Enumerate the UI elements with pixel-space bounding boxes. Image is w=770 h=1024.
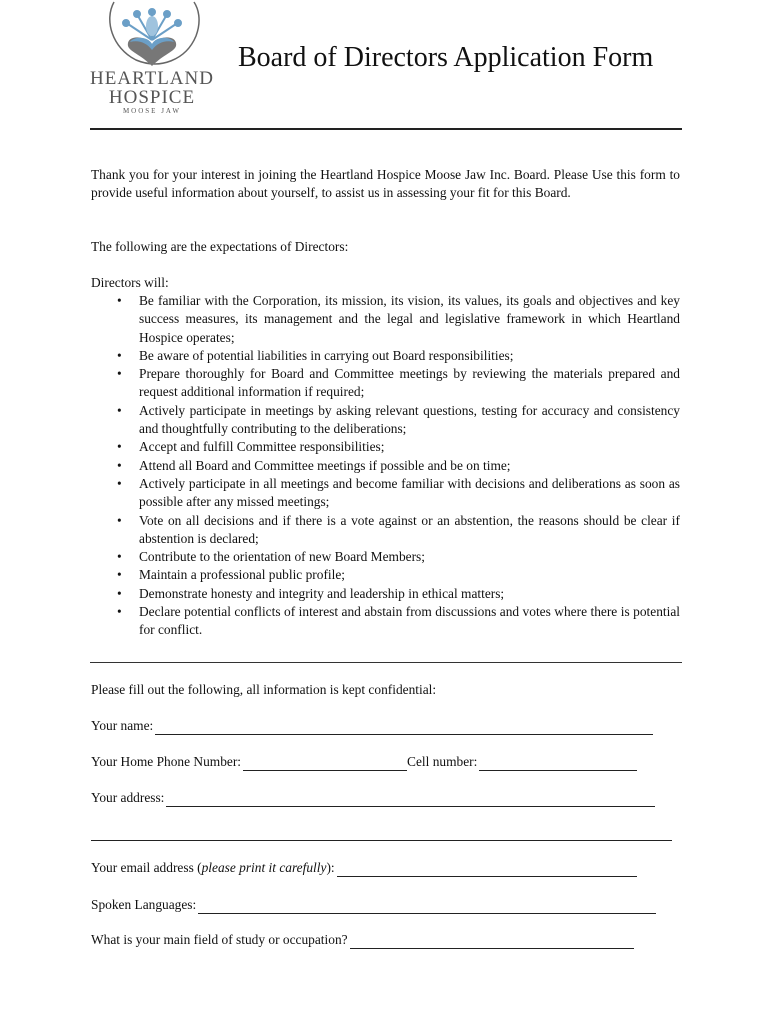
bullet-icon: • xyxy=(117,366,122,382)
list-item: • Demonstrate honesty and integrity and leadership in ethical matters; xyxy=(91,585,680,603)
expectations-heading: The following are the expectations of Directors: xyxy=(91,239,349,254)
bullet-icon: • xyxy=(117,439,122,455)
intro-paragraph: Thank you for your interest in joining the Heartland Hospice Moose Jaw Inc. Board. Please Use this form to provide useful information about yourself, to assist us in assessing your fit for this Board. xyxy=(91,167,680,201)
languages-field xyxy=(91,896,656,914)
list-item: • Vote on all decisions and if there is a vote against or an abstention, the reasons should be clear if abstention is declared; xyxy=(117,512,680,546)
list-item: • Attend all Board and Committee meetings if possible and be on time; xyxy=(91,457,680,475)
list-item: • Declare potential conflicts of interest and abstain from discussions and votes where there is potential for conflict. xyxy=(117,604,680,638)
expectations-list xyxy=(91,292,680,640)
list-item: • Actively participate in all meetings and become familiar with decisions and deliberations as soon as possible after any missed meetings; xyxy=(117,475,680,510)
occupation-label: What is your main field of study or occupation? xyxy=(91,932,348,947)
occupation-input-line[interactable] xyxy=(350,934,634,949)
home-phone-label: Your Home Phone Number: xyxy=(91,754,242,769)
page-title: Board of Directors Application Form xyxy=(238,42,654,73)
bullet-icon: • xyxy=(117,402,122,418)
list-item: • Accept and fulfill Committee responsibilities; xyxy=(91,438,680,456)
email-label: Your email address ( xyxy=(91,860,202,875)
email-label-close: ): xyxy=(326,860,335,875)
logo-text-heartland: HEARTLAND xyxy=(90,68,214,89)
logo-text-hospice: HOSPICE xyxy=(108,87,196,108)
directors-will-label: Directors will: xyxy=(91,275,169,290)
cell-label: Cell number: xyxy=(407,754,478,769)
occupation-field xyxy=(91,931,634,949)
section-divider xyxy=(90,662,682,663)
address-input-line[interactable] xyxy=(166,792,655,807)
header-divider xyxy=(90,128,682,130)
email-note: please print it carefully xyxy=(201,860,327,875)
list-item: • Contribute to the orientation of new Board Members; xyxy=(91,548,680,566)
bullet-icon: • xyxy=(117,512,122,528)
address-input-line-2[interactable] xyxy=(91,840,672,841)
bullet-icon: • xyxy=(117,293,122,308)
list-item: • Prepare thoroughly for Board and Committee meetings by reviewing the materials prepared and request additional information if required; xyxy=(117,366,680,400)
bullet-icon: • xyxy=(117,585,122,601)
languages-input-line[interactable] xyxy=(198,899,656,914)
address-label: Your address: xyxy=(91,790,165,805)
list-item: • Be familiar with the Corporation, its mission, its vision, its values, its goals and objectives and key success measures, its management and the legal and legislative framework in which Heartland Hospice operates; xyxy=(117,293,680,345)
email-field xyxy=(91,859,637,877)
bullet-icon: • xyxy=(117,457,122,473)
bullet-icon: • xyxy=(117,347,122,363)
languages-label: Spoken Languages: xyxy=(91,897,197,912)
logo-text-moose-jaw: MOOSE JAW xyxy=(122,107,182,115)
name-label: Your name: xyxy=(91,718,154,733)
name-field xyxy=(91,717,653,735)
bullet-icon: • xyxy=(117,567,122,583)
cell-input-line[interactable] xyxy=(479,756,637,771)
home-phone-input-line[interactable] xyxy=(243,756,407,771)
list-item: • Be aware of potential liabilities in carrying out Board responsibilities; xyxy=(91,347,680,365)
bullet-icon: • xyxy=(117,475,122,491)
address-field xyxy=(91,789,655,807)
bullet-icon: • xyxy=(117,549,122,565)
phone-field xyxy=(91,753,637,771)
name-input-line[interactable] xyxy=(155,720,653,735)
heartland-hospice-logo xyxy=(90,0,214,118)
flower-heart-icon xyxy=(100,0,204,70)
bullet-icon: • xyxy=(117,604,122,620)
list-item: • Actively participate in meetings by asking relevant questions, testing for accuracy and consistency and thoughtfully contributing to the deliberations; xyxy=(117,402,680,437)
email-input-line[interactable] xyxy=(337,862,637,877)
fill-instructions: Please fill out the following, all information is kept confidential: xyxy=(91,682,437,697)
list-item: • Maintain a professional public profile; xyxy=(91,566,680,584)
